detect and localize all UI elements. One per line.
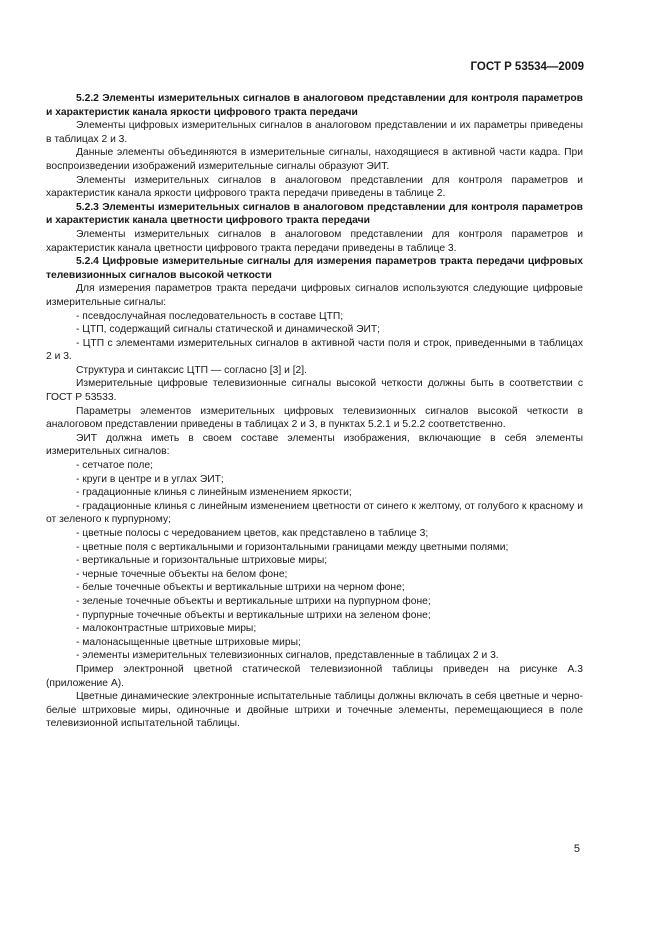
paragraph: Для измерения параметров тракта передачи цифровых сигналов используются следующие цифровые измерительные сигналы: (46, 283, 583, 308)
section-heading: 5.2.4 Цифровые измерительные сигналы для измерения параметров тракта передачи цифровых телевизионных сигналов высокой четкости (46, 256, 583, 281)
paragraph: Элементы цифровых измерительных сигналов в аналоговом представлении и их параметры приведены в таблицах 2 и 3. (46, 120, 583, 145)
document-header: ГОСТ Р 53534—2009 (470, 61, 584, 73)
paragraph: Данные элементы объединяются в измерительные сигналы, находящиеся в активной части кадра. При воспроизведении изображений измерительные сигналы образуют ЭИТ. (46, 147, 583, 172)
paragraph: - псевдослучайная последовательность в составе ЦТП; (76, 310, 344, 322)
paragraph: - ЦТП с элементами измерительных сигналов в активной части поля и строк, приведенными в таблицах 2 и 3. (46, 337, 583, 363)
paragraph: - цветные полосы с чередованием цветов, как представлено в таблице 3; (76, 528, 429, 539)
paragraph: - градационные клинья с линейным изменением яркости; (76, 487, 352, 499)
paragraph: Элементы измерительных сигналов в аналоговом представлении для контроля параметров и характеристик канала яркости цифрового тракта передачи приведены в таблице 2. (46, 174, 583, 200)
paragraph: - черные точечные объекты на белом фоне; (76, 568, 288, 580)
paragraph: Цветные динамические электронные испытательные таблицы должны включать в себя цветные и черно-белые штриховые миры, одиночные и двойные штрихи и точечные элементы, перемещающиеся в поле телевизионной испытательной таблицы. (46, 691, 583, 730)
paragraph: Пример электронной цветной статической телевизионной таблицы приведен на рисунке А.3 (приложение А). (46, 663, 583, 689)
paragraph: Параметры элементов измерительных цифровых телевизионных сигналов высокой четкости в аналоговом представлении приведены в таблицах 2 и 3, в пунктах 5.2.1 и 5.2.2 соответственно. (46, 405, 583, 431)
page-number: 5 (573, 843, 580, 855)
paragraph: - ЦТП, содержащий сигналы статической и динамической ЭИТ; (76, 324, 381, 336)
document-body (46, 92, 583, 731)
paragraph: - пурпурные точечные объекты и вертикальные штрихи на зеленом фоне; (76, 609, 431, 621)
paragraph: - цветные поля с вертикальными и горизонтальными границами между цветными полями; (76, 541, 509, 553)
paragraph: Элементы измерительных сигналов в аналоговом представлении для контроля параметров и характеристик канала цветности цифрового тракта передачи приведены в таблице 3. (46, 228, 583, 254)
paragraph: - элементы измерительных телевизионных сигналов, представленные в таблицах 2 и 3. (76, 650, 499, 662)
paragraph: - сетчатое поле; (76, 460, 153, 472)
paragraph: - малоконтрастные штриховые миры; (76, 623, 257, 635)
paragraph: Измерительные цифровые телевизионные сигналы высокой четкости должны быть в соответствии с ГОСТ Р 53533. (46, 378, 583, 404)
paragraph: - круги в центре и в углах ЭИТ; (76, 473, 224, 485)
paragraph: - вертикальные и горизонтальные штриховые миры; (76, 555, 328, 567)
paragraph: - белые точечные объекты и вертикальные штрихи на черном фоне; (76, 582, 405, 594)
paragraph: Структура и синтаксис ЦТП — согласно [3] и [2]. (76, 364, 308, 376)
section-heading: 5.2.2 Элементы измерительных сигналов в аналоговом представлении для контроля параметров и характеристик канала яркости цифрового тракта передачи (46, 93, 583, 118)
paragraph: - градационные клинья с линейным изменением цветности от синего к желтому, от голубого к красному и от зеленого к пурпурному; (46, 500, 583, 526)
section-heading: 5.2.3 Элементы измерительных сигналов в аналоговом представлении для контроля параметров и характеристик канала цветности цифрового тракта передачи (46, 201, 583, 227)
paragraph: - малонасыщенные цветные штриховые миры; (76, 636, 301, 648)
paragraph: - зеленые точечные объекты и вертикальные штрихи на пурпурном фоне; (76, 595, 431, 607)
paragraph: ЭИТ должна иметь в своем составе элементы изображения, включающие в себя элементы измерительных сигналов: (46, 432, 583, 458)
